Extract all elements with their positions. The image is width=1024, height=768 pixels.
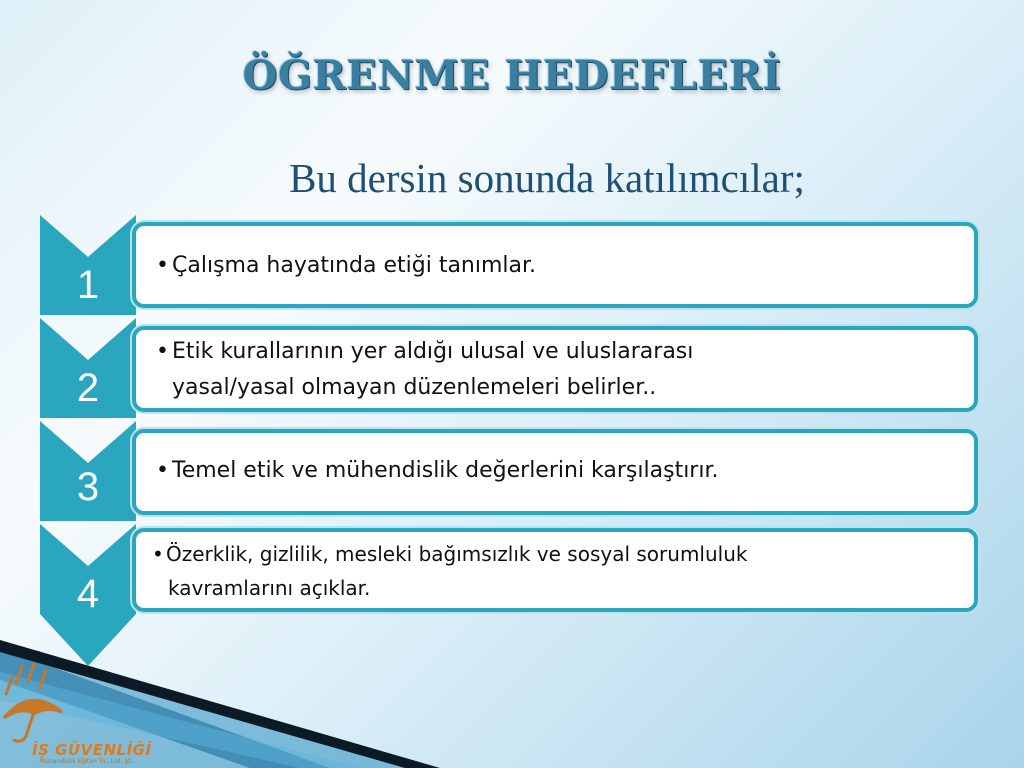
objective-box-3: [132, 429, 978, 515]
slide-subtitle: Bu dersin sonunda katılımcılar;: [289, 155, 805, 201]
objective-text-continued: kavramlarını açıklar.: [168, 576, 371, 600]
logo-name: İŞ GÜVENLİĞİ: [32, 741, 152, 759]
step-number: 3: [76, 465, 100, 509]
slide-title: ÖĞRENME HEDEFLERİ: [242, 52, 782, 99]
objective-text: • Çalışma hayatında etiği tanımlar.: [156, 253, 537, 278]
step-number: 4: [76, 572, 100, 616]
objective-box-4: [132, 528, 978, 612]
objective-box-1: [132, 222, 978, 308]
logo-tagline: Mühendislik Eğitim Tic. Ltd. Şti.: [40, 758, 134, 765]
objective-box-2: [132, 326, 978, 412]
step-number: 2: [76, 366, 100, 410]
objective-text: • Etik kurallarının yer aldığı ulusal ve uluslararası: [156, 339, 694, 364]
objective-text-continued: yasal/yasal olmayan düzenlemeleri belirler..: [172, 375, 657, 400]
objective-text: • Temel etik ve mühendislik değerlerini karşılaştırır.: [156, 458, 719, 483]
objective-text: • Özerklik, gizlilik, mesleki bağımsızlık ve sosyal sorumluluk: [152, 542, 748, 566]
step-number: 1: [76, 263, 100, 307]
step-chevron-4: [40, 524, 136, 664]
